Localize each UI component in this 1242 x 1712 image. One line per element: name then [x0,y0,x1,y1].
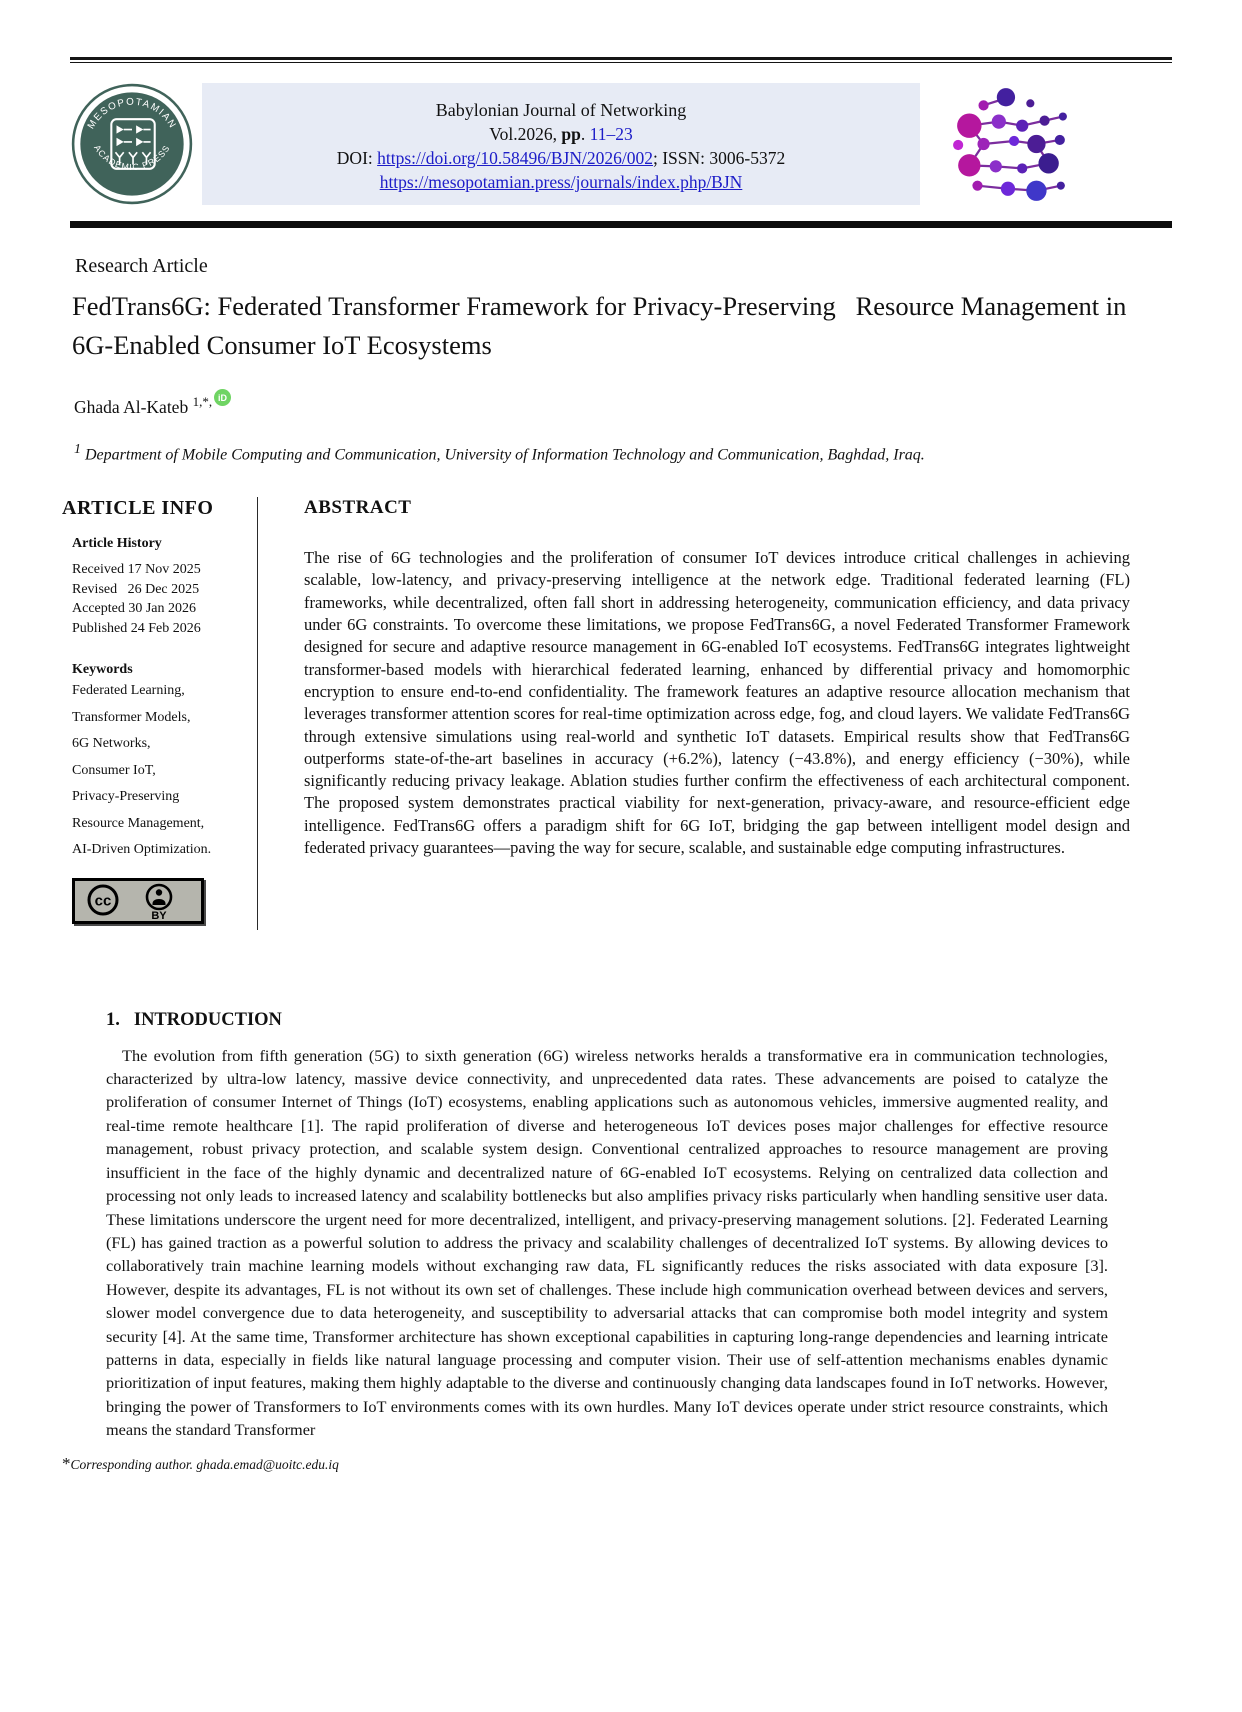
section-title: INTRODUCTION [133,1009,282,1030]
history-item: Received 17 Nov 2025 [72,562,201,578]
history-item: Published 24 Feb 2026 [72,620,201,636]
footnote-text: Corresponding author. ghada.emad@uoitc.edu.iq [70,1456,339,1472]
top-double-rule [70,57,1172,63]
author-superscript: 1,*, [192,394,213,409]
affiliation-superscript: 1 [74,441,81,457]
journal-url-line [202,170,920,194]
introduction-heading [106,1010,1108,1031]
article-type: Research Article [75,255,208,277]
svg-text:MESOPOTAMIAN: MESOPOTAMIAN [85,96,179,132]
abstract-text: The rise of 6G technologies and the proliferation of consumer IoT devices introduce critical challenges in achieving scalable, low-latency, and privacy-preserving intelligence at the network edge. Traditional federated learning (FL) frameworks, while decentralized, often fall short in addressing heterogeneity, communication efficiency, and data privacy under 6G constraints. To overcome these limitations, we propose FedTrans6G, a novel Federated Transformer Framework designed for secure and adaptive resource management in 6G-enabled IoT ecosystems. FedTrans6G integrates lightweight transformer-based models with hierarchical federated learning, enhanced by differential privacy and homomorphic encryption to ensure end-to-end confidentiality. The framework features an adaptive resource allocation mechanism that leverages transformer attention scores for real-time optimization across edge, fog, and cloud layers. We validate FedTrans6G through extensive simulations using real-world and synthetic IoT datasets. Empirical results show that FedTrans6G outperforms state-of-the-art baselines in accuracy (+6.2%), latency (−43.8%), and energy efficiency (−30%), while significantly reducing privacy leakage. Ablation studies further confirm the effectiveness of each architectural component. The proposed system demonstrates practical viability for next-generation, privacy-aware, and resource-efficient edge intelligence. FedTrans6G offers a paradigm shift for 6G IoT, bridging the gap between intelligent model design and federated privacy guarantees—paving the way for secure, scalable, and sustainable edge computing infrastructures. [304,548,1130,858]
journal-article-page [0,57,1242,1474]
info-abstract-section [62,497,1172,930]
affiliation-text: Department of Mobile Computing and Communication, University of Information Technology and Communication, Baghdad, Iraq. [81,446,925,464]
abstract-column [258,497,1172,930]
journal-name: Babylonian Journal of Networking [435,100,687,120]
section-number: 1. [106,1009,120,1030]
corresponding-author-footnote [62,1454,1172,1474]
introduction-text: The evolution from fifth generation (5G) to sixth generation (6G) wireless networks heralds a transformative era in communication technologies, characterized by ultra-low latency, massive device connectivity, and unprecedented data rates. These advancements are poised to catalyze the proliferation of consumer Internet of Things (IoT) ecosystems, enabling applications such as autonomous vehicles, immersive augmented reality, and real-time remote healthcare [1]. The rapid proliferation of diverse and heterogeneous IoT devices poses major challenges for effective resource management, robust privacy protection, and scalable system design. Conventional centralized approaches to resource management are proving insufficient in the face of the highly dynamic and decentralized nature of 6G-enabled IoT ecosystems. Relying on centralized data collection and processing not only leads to increased latency and scalability bottlenecks but also amplifies privacy risks particularly when handling sensitive user data. These limitations underscore the urgent need for more decentralized, intelligent, and privacy-preserving management solutions. [2]. Federated Learning (FL) has gained traction as a powerful solution to address the privacy and scalability challenges of decentralized IoT systems. By allowing devices to collaboratively train machine learning models without exchanging raw data, FL significantly reduces the risks associated with data exposure [3]. However, despite its advantages, FL is not without its own set of challenges. These include high communication overhead between devices and servers, slower model convergence due to data heterogeneity, and susceptibility to adversarial attacks that can compromise both model integrity and system security [4]. At the same time, Transformer architecture has shown exceptional capabilities in capturing long-range dependencies and learning intricate patterns in data, especially in fields like natural language processing and computer vision. Their use of self-attention mechanisms enables dynamic prioritization of input features, making them highly adaptable to the diverse and continuously changing data landscapes found in IoT networks. However, bringing the power of Transformers to IoT environments comes with its own hurdles. Many IoT devices operate under strict resource constraints, which means the standard Transformer [106,1045,1108,1440]
keyword-item: 6G Networks, [72,736,151,752]
orcid-icon[interactable] [214,389,231,411]
keyword-item: Federated Learning, [72,683,185,699]
pp-label: pp [561,124,581,144]
doi-line: DOI: https://doi.org/10.58496/BJN/2026/002; ISSN: 3006-5372 [336,148,786,168]
paper-title: FedTrans6G: Federated Transformer Framework for Privacy-Preserving Resource Management in 6G-Enabled Consumer IoT Ecosystems [72,291,1133,360]
keyword-item: AI-Driven Optimization. [72,842,212,858]
cc-by-license-badge[interactable] [72,878,204,924]
volume-line: Vol.2026, pp. 11–23 [489,124,633,144]
mesopotamian-press-logo [70,82,194,206]
svg-text:iD: iD [218,393,228,403]
keywords-heading: Keywords [72,662,133,678]
page-range: 11–23 [589,124,633,144]
doi-link[interactable]: https://doi.org/10.58496/BJN/2026/002 [377,148,653,168]
author-line [70,389,1172,418]
journal-header [70,80,1172,208]
cc-by-icon [79,882,197,920]
article-info-column [62,497,258,930]
affiliation-line [70,442,1172,464]
keyword-item: Resource Management, [72,815,205,831]
article-info-heading: ARTICLE INFO [62,497,214,520]
introduction-section [70,1010,1172,1442]
svg-text:ACADEMIC PRESS: ACADEMIC PRESS [92,142,172,173]
issn: ; ISSN: 3006-5372 [652,148,786,168]
by-glyph: BY [151,909,167,920]
keywords-list [62,678,243,864]
cc-glyph: cc [94,892,112,910]
journal-masthead [202,83,920,205]
article-history-list [62,560,243,638]
journal-url-link[interactable]: https://mesopotamian.press/journals/index.php/BJN [379,172,743,192]
keyword-item: Privacy-Preserving [72,789,180,805]
author-name: Ghada Al-Kateb [74,396,193,417]
keyword-item: Transformer Models, [72,709,191,725]
history-item: Accepted 30 Jan 2026 [72,601,197,617]
history-item: Revised 26 Dec 2025 [72,581,200,597]
network-graph-logo [940,83,1080,205]
abstract-heading: ABSTRACT [304,497,412,519]
keyword-item: Consumer IoT, [72,762,156,778]
article-history-heading: Article History [72,536,162,552]
footnote-marker: * [62,1453,71,1473]
header-separator-rule [70,221,1172,228]
